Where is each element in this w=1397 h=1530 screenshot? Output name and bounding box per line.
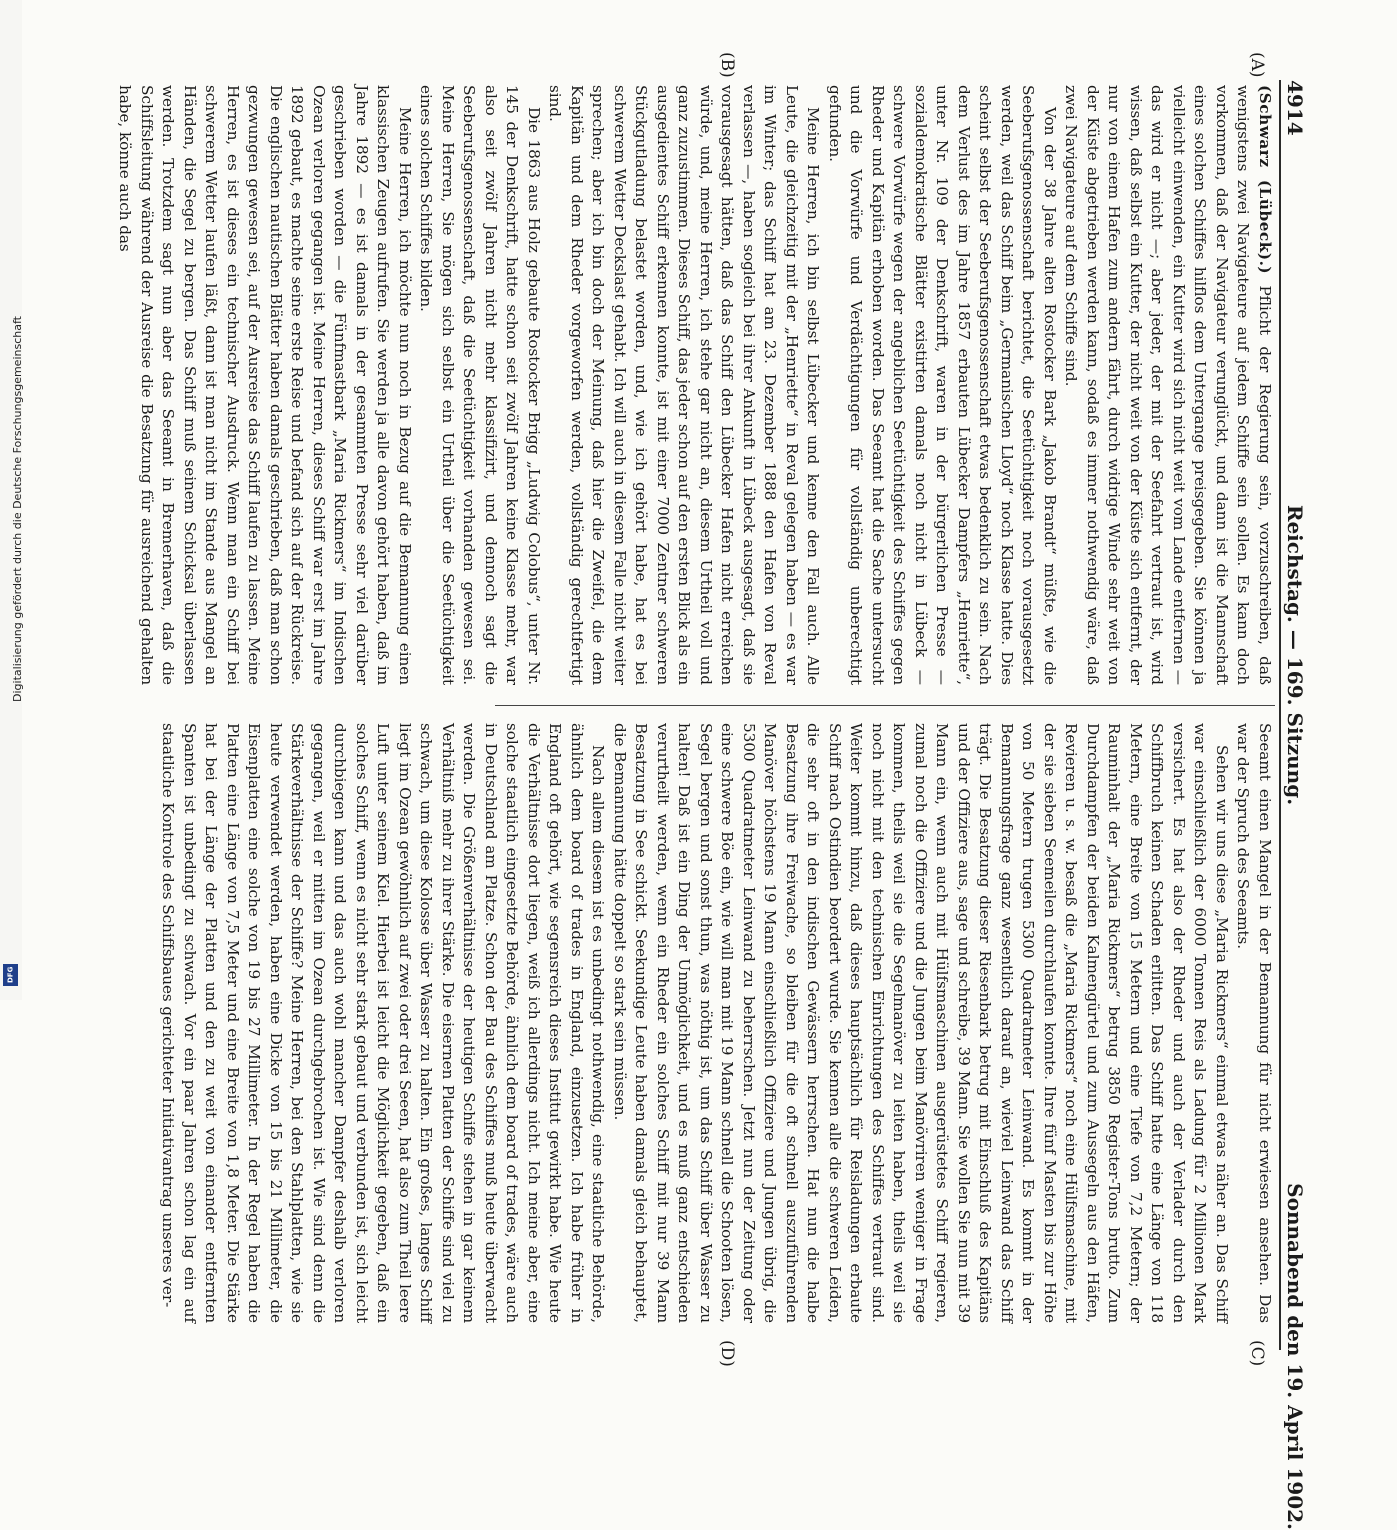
- margin-mark-b: (B): [717, 52, 737, 78]
- page-title: Reichstag. — 169. Sitzung.: [1283, 504, 1307, 806]
- page-header: [1283, 80, 1317, 1530]
- paragraph: Meine Herren, ich bin selbst Lübecker und kenne den Fall auch. Alle Leute, die gleichzeitig mit der „Henriette“ in Reval gelegen haben — es war im Winter; das Schiff hat am 23. Dezember 1888 den Hafen von Reval verlassen —, haben sogleich bei ihrer Ankunft in Lübeck ausgesagt, daß sie vorausgesagt hätten, daß das Schiff den Lübecker Hafen nicht erreichen würde, und, meine Herren, ich stehe gar nicht an, diesem Urtheil voll und ganz zuzustimmen. Dieses Schiff, das jeder schon auf den ersten Blick als ein ausgedientes Schiff erkennen konnte, ist mit einer 7000 Zentner schweren Stückgutladung belastet worden, und, wie ich gehört habe, hat es bei schwerem Wetter Deckslast gehabt. Ich will auch in diesem Falle nicht weiter sprechen; aber ich bin doch der Meinung, daß hier die Zweifel, die dem Kapitän und dem Rheder vorgeworfen werden, vollständig gerechtfertigt sind.: [546, 85, 823, 685]
- dfg-logo: DFG: [3, 964, 18, 986]
- digitization-credit: Digitalisierung gefördert durch die Deutsche Forschungsgemeinschaft: [11, 316, 24, 702]
- paragraph: Pflicht der Regierung sein, vorzuschreiben, daß wenigstens zwei Navigateure auf jedem Schiffe sein sollen. Es kann doch vorkommen, daß der Navigateur verunglückt, und dann ist die Mannschaft eines solchen Schiffes hilflos dem Untergange preisgegeben. Sie können ja vielleicht einwenden, ein Kutter wird sich nicht weit vom Lande entfernen — das wird er nicht —; aber jeder, der mit der Seefahrt vertraut ist, wird wissen, daß selbst ein Kutter, der nicht weit von der Küste sich entfernt, der nur von einem Hafen zum andern fährt, durch widrige Winde sehr weit von der Küste abgetrieben werden kann, sodaß es immer nothwendig wäre, daß zwei Navigateure auf dem Schiffe sind.: [1062, 85, 1274, 685]
- paragraph: Meine Herren, ich möchte nun noch in Bezug auf die Bemannung einen klassischen Zeugen aufrufen. Sie werden ja alle davon gehört haben, daß im Jahre 1892 — es ist damals in der gesammten Presse sehr viel darüber geschrieben worden — die Fünfmastbark „Maria Rickmers“ im Indischen Ozean verloren gegangen ist. Meine Herren, dieses Schiff war erst im Jahre 1892 gebaut, es machte seine erste Reise und befand sich auf der Rückreise. Die englischen nautischen Blätter haben damals geschrieben, daß man schon gezwungen gewesen sei, auf der Ausreise das Schiff laufen zu lassen. Meine Herren, es ist dieses ein technischer Ausdruck. Wenn man ein Schiff bei schwerem Wetter laufen läßt, dann ist man nicht im Stande aus Mangel an Händen, die Segel zu bergen. Das Schiff muß seinem Schicksal überlassen werden. Trotzdem sagt nun aber das Seeamt in Bremerhaven, daß die Schiffsleitung während der Ausreise die Besatzung für ausreichend gehalten habe, könne auch das: [116, 85, 414, 685]
- column-divider: [495, 705, 1275, 706]
- paragraph: Seeamt einen Mangel in der Bemannung für nicht erwiesen ansehen. Das war der Spruch des Seeamts.: [1234, 723, 1274, 1323]
- paragraph: Sehen wir uns diese „Maria Rickmers“ einmal etwas näher an. Das Schiff war einschließlich der 6000 Tonnen Reis als Ladung für 2 Millionen Mark versichert. Es hat also der Rheder und auch der Verlader durch den Schiffbruch keinen Schaden erlitten. Das Schiff hatte eine Länge von 118 Metern, eine Breite von 15 Metern und eine Tiefe von 7,2 Metern; der Rauminhalt der „Maria Rickmers“ betrug 3850 Register-Tons brutto. Zum Durchdampfen der beiden Kalmengürtel und zum Aussegeln aus den Häfen, Revieren u. s. w. besaß die „Maria Rickmers“ noch eine Hülfsmaschine, mit der sie sieben Seemeilen durchlaufen konnte. Ihre fünf Masten bis zur Höhe von 50 Metern trugen 5300 Quadratmeter Leinwand. Es kommt in der Bemannungsfrage ganz wesentlich darauf an, wieviel Leinwand das Schiff trägt. Die Besatzung dieser Riesenbark betrug mit Einschluß des Kapitäns und der Offiziere aus, sage und schreibe, 39 Mann. Sie wollen Sie nun mit 39 Mann ein, wenn auch mit Hülfsmaschinen ausgerüstetes Schiff regieren, zumal noch die Offiziere und die Jungen beim Manövriren weniger in Frage kommen, theils weil sie die Segelmanöver zu leiten haben, theils weil sie noch nicht mit den technischen Einrichtungen des Schiffes vertraut sind. Weiter kommt hinzu, daß dieses hauptsächlich für Reisladungen erbaute Schiff nach Ostindien beordert wurde. Sie kennen alle die schweren Leiden, die sehr oft in den indischen Gewässern herrschen. Hat nun die halbe Besatzung ihre Freiwache, so bleiben für die oft schnell auszuführenden Manöver höchstens 19 Mann einschließlich Offiziere und Jungen übrig, die 5300 Quadratmeter Leinwand zu beherrschen. Jetzt nun der Zeitung oder eine schwere Böe ein, wie will man mit 19 Mann schnell die Schooten lösen, Segel bergen und sonst thun, was nöthig ist, um das Schiff über Wasser zu halten! Daß ist ein Ding der Unmöglichkeit, und es muß ganz entschieden verurtheilt werden, wenn ein Rheder ein solches Schiff mit nur 39 Mann Besatzung in See schickt. Seekundige Leute haben damals gleich behauptet, die Bemannung hätte doppelt so stark sein müssen.: [611, 723, 1231, 1323]
- speaker-paragraph: [1060, 85, 1275, 685]
- paragraph: Die 1863 aus Holz gebaute Rostocker Brigg „Ludwig Colobus“, unter Nr. 145 der Denkschrift, hatte schon seit zwölf Jahren keine Klasse mehr, war also seit zwölf Jahren nicht mehr klassifizirt, und dennoch sagt die Seeberufsgenossenschaft, daß die Seetüchtigkeit vorhanden gewesen sei. Meine Herren, Sie mögen sich selbst ein Urtheil über die Seetüchtigkeit eines solchen Schiffes bilden.: [417, 85, 543, 685]
- margin-mark-a: (A): [1247, 52, 1267, 78]
- right-column: [159, 723, 1275, 1323]
- left-column: [116, 85, 1275, 685]
- paragraph: Nach allem diesem ist es unbedingt nothwendig, eine staatliche Behörde, ähnlich dem board of trades in England, einzusetzen. Ich habe früher in England oft gehört, wie segensreich dieses Institut gewirkt habe. Wie heute die Verhältnisse dort liegen, weiß ich allerdings nicht. Ich meine aber, eine solche staatlich eingesetzte Behörde, ähnlich dem board of trades, wäre auch in Deutschland am Platze. Schon der Bau des Schiffes muß heute überwacht werden. Die Größenverhältnisse der heutigen Schiffe stehen in gar keinem Verhältniß mehr zu ihrer Stärke. Die eisernen Platten der Schiffe sind viel zu schwach, um diese Kolosse über Wasser zu halten. Ein großes, langes Schiff liegt im Ozean gewöhnlich auf zwei oder drei Seeen, hat also zum Theil leere Luft unter seinem Kiel. Hierbei ist leicht die Möglichkeit gegeben, daß ein solches Schiff, wenn es nicht sehr stark gebaut und verbunden ist, sich leicht durchbiegen kann und das auch wohl mancher Dampfer deshalb verloren gegangen, weil er mitten im Ozean durchgebrochen ist. Wie sind denn die Stärkeverhältnisse der Schiffe? Meine Herren, bei den Stahlplatten, wie sie heute verwendet werden, haben eine Dicke von 15 bis 21 Millimeter, die Eisenplatten eine solche von 19 bis 27 Millimeter. In der Regel haben die Platten eine Länge von 7,5 Meter und eine Breite von 1,8 Meter. Die Stärke hat bei der Länge der Platten und den zu weit von einander entfernten Spanten ist unbedingt zu schwach. Vor ein paar Jahren schon lag ein auf staatliche Kontrole des Schiffsbaues gerichteter Initiativantrag unseres ver-: [159, 723, 608, 1323]
- margin-mark-d: (D): [717, 1340, 737, 1367]
- header-rule: [1280, 80, 1282, 1350]
- paragraph: Von der 38 Jahre alten Rostocker Bark „Jakob Brandt“ müßte, wie die Seeberufsgenossenschaft berichtet, die Seetüchtigkeit noch vorausgesetzt werden, weil das Schiff beim „Germanischen Lloyd“ noch Klasse hatte. Dies scheint selbst der Seeberufsgenossenschaft etwas bedenklich zu sein. Nach dem Verlust des im Jahre 1857 erbauten Lübecker Dampfers „Henriette“, unter Nr. 109 der Denkschrift, waren in der bürgerlichen Presse — sozialdemokratische Blätter existirten damals noch nicht in Lübeck — schwere Vorwürfe wegen der angeblichen Seetüchtigkeit des Schiffes gegen Rheder und Kapitän erhoben worden. Das Seeamt hat die Sache untersucht und die Vorwürfe und Verdächtigungen für vollständig unberechtigt gefunden.: [826, 85, 1059, 685]
- page-number: 4914: [1283, 80, 1307, 136]
- margin-mark-c: (C): [1247, 1340, 1267, 1367]
- session-date: Sonnabend den 19. April 1902.: [1283, 1183, 1307, 1530]
- speaker-name: (Schwarz (Lübeck).): [1256, 85, 1274, 275]
